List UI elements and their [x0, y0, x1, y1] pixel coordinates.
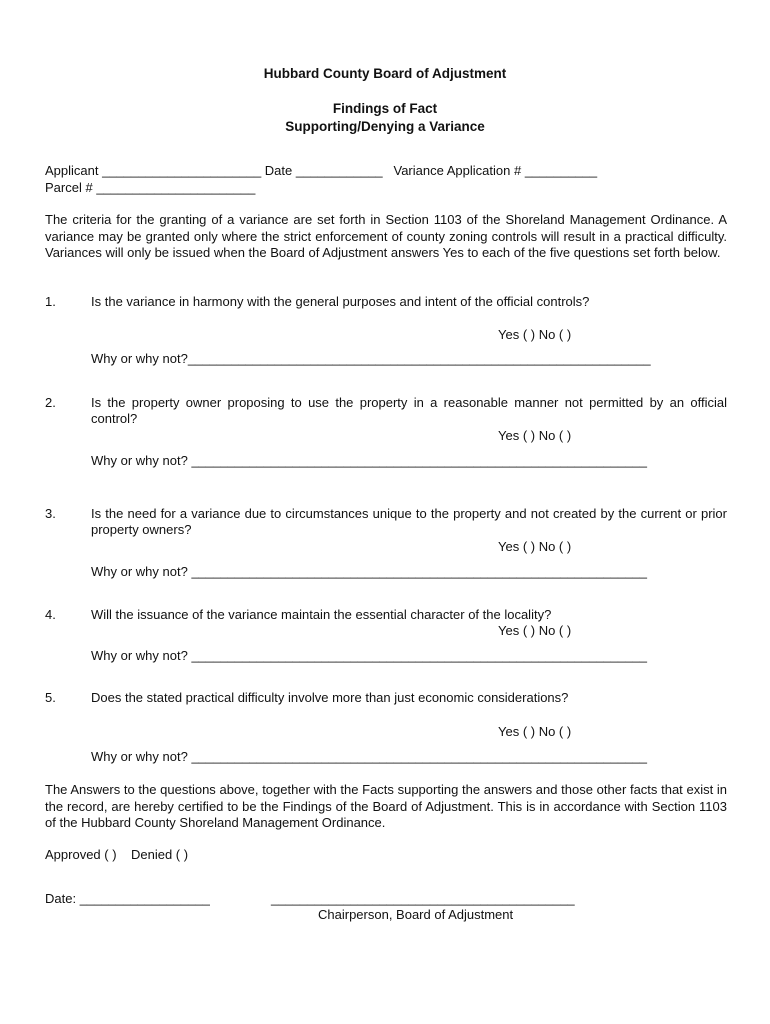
applicant-field[interactable]: ______________________	[102, 163, 262, 178]
why-answer-line[interactable]: ________________________________________________________________	[187, 351, 651, 366]
parcel-row	[45, 180, 255, 195]
question-4-text: Will the issuance of the variance maintain the essential character of the locality?	[91, 607, 552, 622]
question-1-why	[91, 351, 651, 366]
document-org-title: Hubbard County Board of Adjustment	[263, 66, 507, 81]
why-answer-line[interactable]: _______________________________________________________________	[191, 749, 647, 764]
document-title: Findings of Fact	[332, 101, 438, 116]
why-label: Why or why not?	[91, 749, 188, 764]
parcel-label: Parcel #	[45, 180, 93, 195]
signature-date-label: Date:	[45, 891, 77, 906]
question-3-number: 3.	[45, 506, 56, 521]
question-1-yes-no[interactable]: Yes ( ) No ( )	[498, 327, 572, 342]
question-5-yes-no[interactable]: Yes ( ) No ( )	[498, 724, 572, 739]
question-4-number: 4.	[45, 607, 56, 622]
document-subtitle: Supporting/Denying a Variance	[285, 119, 485, 134]
signature-date-row	[45, 891, 210, 906]
signature-caption: Chairperson, Board of Adjustment	[318, 907, 514, 922]
question-4-yes-no[interactable]: Yes ( ) No ( )	[498, 623, 572, 638]
date-label: Date	[264, 163, 293, 178]
question-2-text: Is the property owner proposing to use the property in a reasonable manner not permitted by an official control?	[91, 395, 727, 426]
why-answer-line[interactable]: _______________________________________________________________	[191, 564, 647, 579]
why-answer-line[interactable]: _______________________________________________________________	[191, 453, 647, 468]
question-3-why	[91, 564, 647, 579]
parcel-field[interactable]: ______________________	[96, 180, 256, 195]
signature-date-field[interactable]: __________________	[79, 891, 210, 906]
question-1-number: 1.	[45, 294, 56, 309]
approved-checkbox[interactable]: Approved ( )	[45, 847, 117, 862]
why-label: Why or why not?	[91, 564, 188, 579]
why-label: Why or why not?	[91, 351, 188, 366]
date-field[interactable]: ____________	[295, 163, 383, 178]
why-label: Why or why not?	[91, 453, 188, 468]
why-answer-line[interactable]: _______________________________________________________________	[191, 648, 647, 663]
signature-line[interactable]: __________________________________________	[271, 891, 575, 906]
question-3-yes-no[interactable]: Yes ( ) No ( )	[498, 539, 572, 554]
question-1-text: Is the variance in harmony with the general purposes and intent of the official controls?	[91, 294, 590, 309]
why-label: Why or why not?	[91, 648, 188, 663]
certification-paragraph: The Answers to the questions above, together with the Facts supporting the answers and those other facts that exist in the record, are hereby certified to be the Findings of the Board of Adjustment. This is in accordance with Section 1103 of the Hubbard County Shoreland Management Ordinance.	[45, 782, 727, 830]
application-number-field[interactable]: __________	[524, 163, 598, 178]
intro-paragraph: The criteria for the granting of a variance are set forth in Section 1103 of the Shoreland Management Ordinance. A variance may be granted only where the strict enforcement of county zoning controls will result in a practical difficulty. Variances will only be issued when the Board of Adjustment answers Yes to each of the five questions set forth below.	[45, 212, 727, 260]
question-5-number: 5.	[45, 690, 56, 705]
denied-checkbox[interactable]: Denied ( )	[131, 847, 189, 862]
question-2-number: 2.	[45, 395, 56, 410]
question-5-why	[91, 749, 647, 764]
question-2-yes-no[interactable]: Yes ( ) No ( )	[498, 428, 572, 443]
decision-row	[45, 847, 188, 862]
question-5-text: Does the stated practical difficulty involve more than just economic considerations?	[91, 690, 569, 705]
question-3-text: Is the need for a variance due to circumstances unique to the property and not created by the current or prior property owners?	[91, 506, 727, 537]
applicant-label: Applicant	[45, 163, 99, 178]
question-2-why	[91, 453, 647, 468]
question-4-why	[91, 648, 647, 663]
applicant-row	[45, 163, 597, 178]
application-number-label: Variance Application #	[393, 163, 522, 178]
